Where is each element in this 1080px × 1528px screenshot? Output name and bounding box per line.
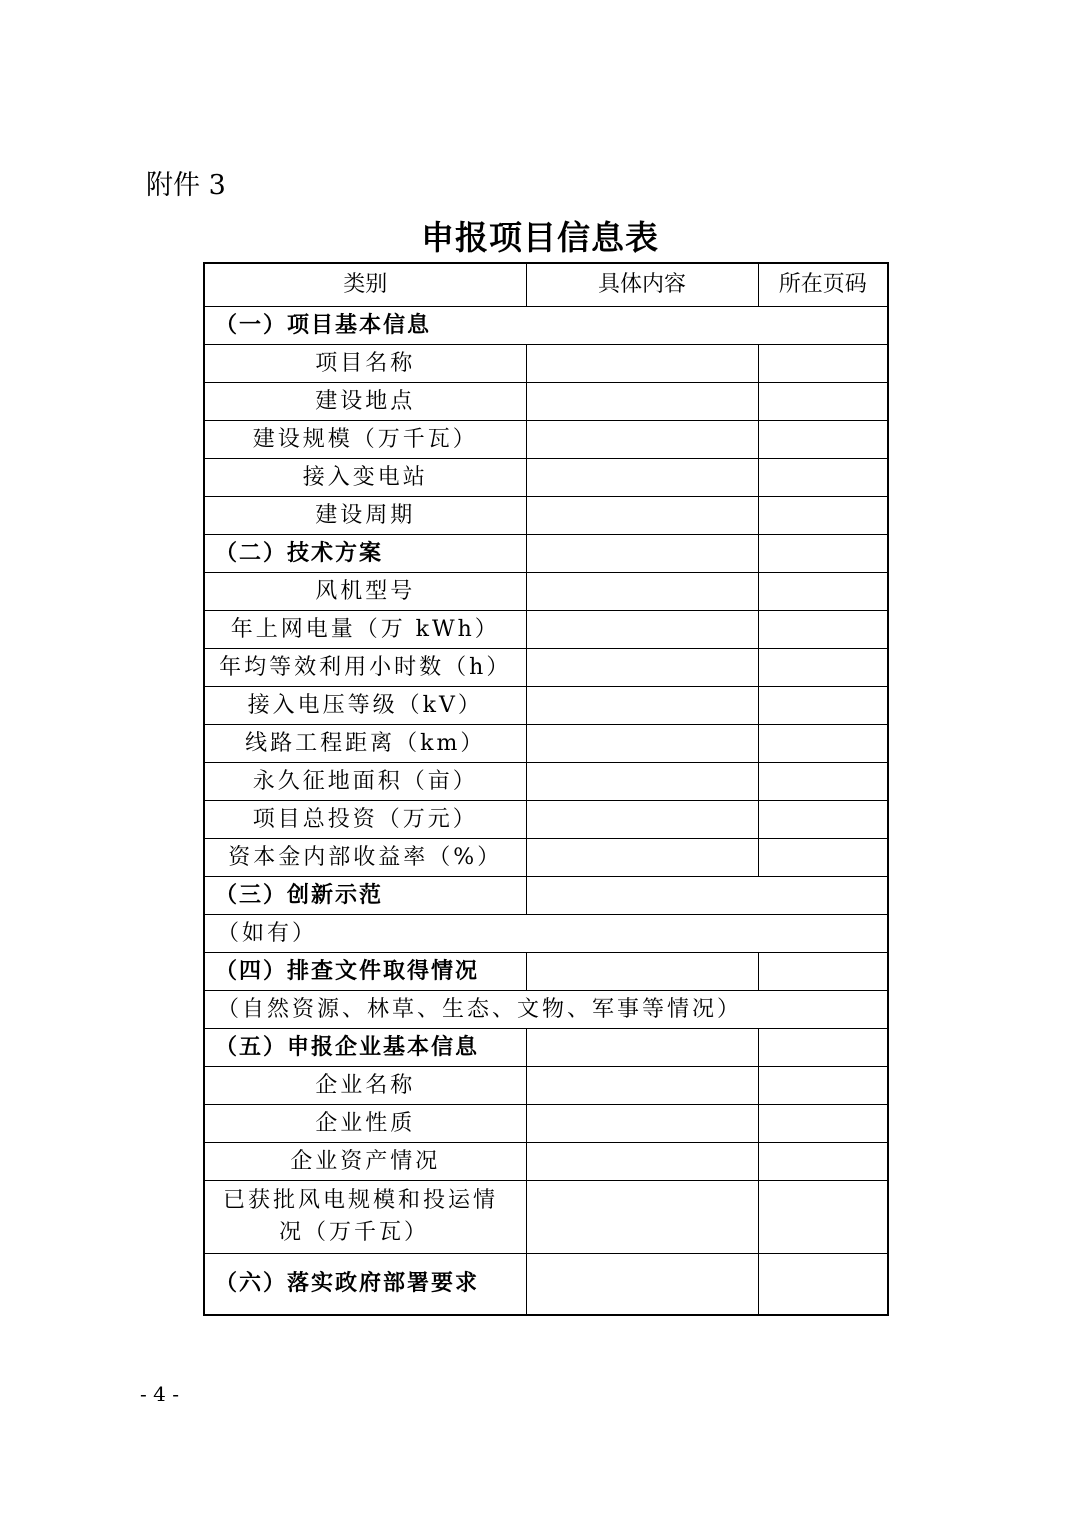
page-cell[interactable] [758,535,888,573]
table-row [204,1254,888,1316]
table-header-row [204,263,888,307]
page-cell[interactable] [758,649,888,687]
category-cell: 永久征地面积（亩） [204,763,526,801]
category-cell [204,1181,526,1254]
table-body [204,307,888,1316]
table-row [204,725,888,763]
table-row [204,535,888,573]
table-row [204,497,888,535]
content-cell[interactable] [526,1143,758,1181]
table-row [204,1067,888,1105]
category-label-line2: 况（万千瓦） [279,1220,430,1245]
content-cell[interactable] [526,459,758,497]
table-row [204,345,888,383]
content-cell[interactable] [526,1254,758,1316]
table-row [204,421,888,459]
content-cell[interactable] [526,1181,758,1254]
content-cell[interactable] [526,573,758,611]
page-cell[interactable] [758,725,888,763]
category-cell: 接入电压等级（kV） [204,687,526,725]
page-cell[interactable] [758,421,888,459]
column-header-category: 类别 [204,263,526,307]
column-header-content: 具体内容 [526,263,758,307]
section-heading: （六）落实政府部署要求 [204,1254,526,1316]
section-note: （自然资源、林草、生态、文物、军事等情况） [204,991,888,1029]
category-cell: 资本金内部收益率（%） [204,839,526,877]
column-header-page: 所在页码 [758,263,888,307]
section-heading: （一）项目基本信息 [204,307,888,345]
category-cell: 年上网电量（万 kWh） [204,611,526,649]
content-cell[interactable] [526,649,758,687]
category-label-line1: 已获批风电规模和投运情 [223,1188,499,1213]
content-cell[interactable] [526,725,758,763]
page-cell[interactable] [758,953,888,991]
category-cell: 项目名称 [204,345,526,383]
page-cell[interactable] [758,1029,888,1067]
table-row [204,383,888,421]
category-cell: 年均等效利用小时数（h） [204,649,526,687]
page-cell[interactable] [758,763,888,801]
category-cell: 风机型号 [204,573,526,611]
table-row [204,687,888,725]
page-cell[interactable] [758,1067,888,1105]
table-row [204,573,888,611]
content-cell[interactable] [526,877,888,915]
content-cell[interactable] [526,801,758,839]
page-cell[interactable] [758,1143,888,1181]
category-cell: 线路工程距离（km） [204,725,526,763]
content-cell[interactable] [526,687,758,725]
table-row [204,307,888,345]
category-cell: 企业性质 [204,1105,526,1143]
page-cell[interactable] [758,1254,888,1316]
section-heading: （三）创新示范 [204,877,526,915]
page-cell[interactable] [758,801,888,839]
content-cell[interactable] [526,345,758,383]
page-cell[interactable] [758,611,888,649]
page-number: - 4 - [140,1382,179,1406]
table-row [204,649,888,687]
content-cell[interactable] [526,1029,758,1067]
attachment-label: 附件 3 [146,170,226,201]
section-heading: （二）技术方案 [204,535,526,573]
table-row [204,459,888,497]
category-cell: 接入变电站 [204,459,526,497]
category-cell: 企业名称 [204,1067,526,1105]
page-cell[interactable] [758,383,888,421]
content-cell[interactable] [526,611,758,649]
section-note: （如有） [204,915,888,953]
category-cell: 建设规模（万千瓦） [204,421,526,459]
page-cell[interactable] [758,687,888,725]
table-row [204,1105,888,1143]
table-row [204,1029,888,1067]
page-cell[interactable] [758,345,888,383]
table-row [204,991,888,1029]
document-title: 申报项目信息表 [421,218,659,257]
table-row [204,1143,888,1181]
table-row [204,611,888,649]
content-cell[interactable] [526,535,758,573]
content-cell[interactable] [526,421,758,459]
content-cell[interactable] [526,839,758,877]
content-cell[interactable] [526,1105,758,1143]
table-row [204,953,888,991]
content-cell[interactable] [526,763,758,801]
info-table [203,262,889,1316]
category-cell: 建设地点 [204,383,526,421]
page-cell[interactable] [758,839,888,877]
category-cell: 项目总投资（万元） [204,801,526,839]
table-row [204,1181,888,1254]
table-row [204,915,888,953]
page-cell[interactable] [758,573,888,611]
section-heading: （四）排查文件取得情况 [204,953,526,991]
section-heading: （五）申报企业基本信息 [204,1029,526,1067]
category-cell: 企业资产情况 [204,1143,526,1181]
content-cell[interactable] [526,383,758,421]
page-cell[interactable] [758,1181,888,1254]
content-cell[interactable] [526,1067,758,1105]
table-row [204,839,888,877]
content-cell[interactable] [526,953,758,991]
table-row [204,877,888,915]
page-cell[interactable] [758,459,888,497]
content-cell[interactable] [526,497,758,535]
table-row [204,763,888,801]
table-row [204,801,888,839]
page-cell[interactable] [758,497,888,535]
page-cell[interactable] [758,1105,888,1143]
category-cell: 建设周期 [204,497,526,535]
